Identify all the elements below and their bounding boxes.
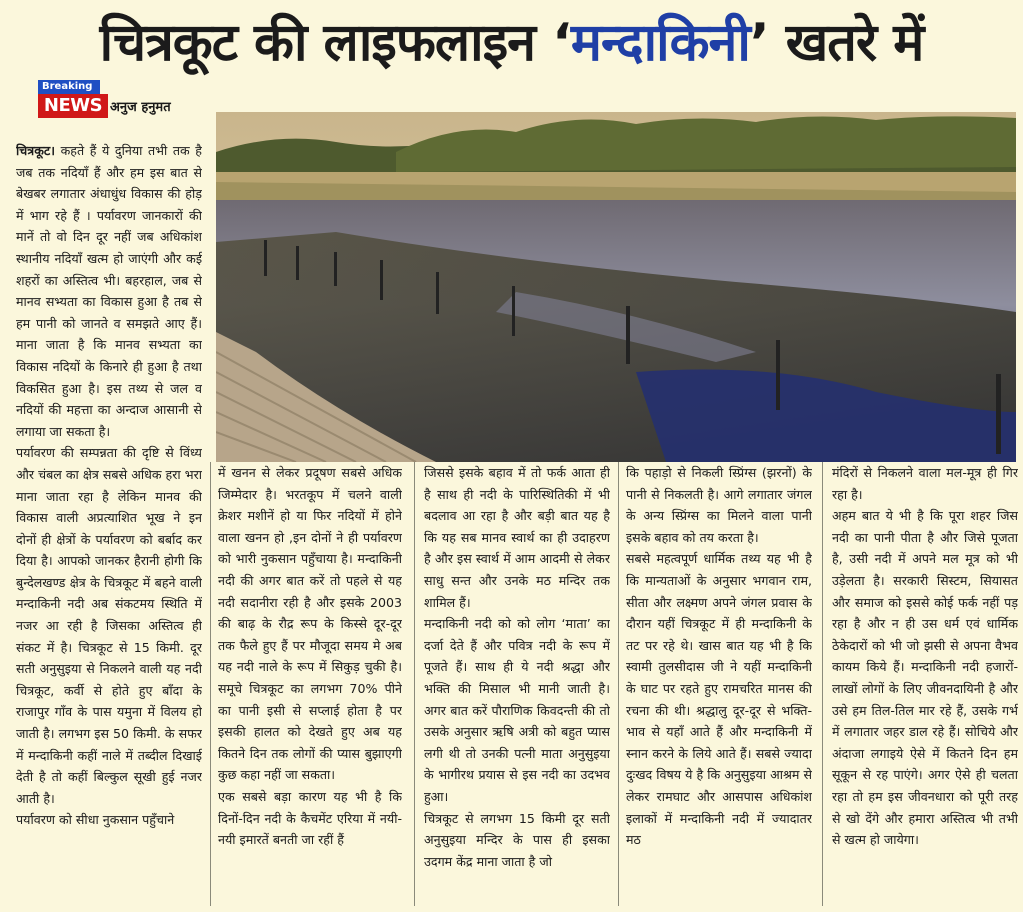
- article-column-1: [16, 140, 202, 904]
- col1-paragraph-2: पर्यावरण की सम्पन्नता की दृष्टि से विंध्य और चंबल का क्षेत्र सबसे अधिक हरा भरा माना जाता रहा है लेकिन मानव की विकास वाली अप्रत्याशित भूख ने इन दोनों ही क्षेत्रों के पर्यावरण को बर्बाद कर दिया है। आपको जानकर हैरानी होगी कि बुन्देलखण्ड क्षेत्र के चित्रकूट में बहने वाली मन्दाकिनी नदी अब संकटमय स्थिति में नजर आ रही है जिसका अस्तित्व ही संकट में है। चित्रकूट से 15 किमी. दूर सती अनुसुइया से निकलने वाली यह नदी चित्रकूट, कर्वी से होते हुए बाँदा के राजापुर गाँव के पास यमुना में विलय हो जाती है। लगभग इस 50 किमी. के सफर में मन्दाकिनी कहीं नाले में तब्दील दिखाई देती है तो कहीं बिल्कुल सूखी हुई नजर आती है।: [16, 445, 202, 806]
- col1-paragraph-3: पर्यावरण को सीधा नुकसान पहुँचाने: [16, 812, 175, 828]
- column-rule: [414, 462, 415, 906]
- col4-paragraph-1: कि पहाड़ो से निकली स्प्रिंग्स (झरनों) के पानी से निकलती है। आगे लगातार जंगल के अन्य स्प्रिंग्स का मिलने वाला पानी इसके बहाव को तय करता है।: [626, 465, 812, 545]
- river-photo-image: [216, 112, 1016, 462]
- article-column-4: [626, 462, 812, 904]
- article-column-3: [424, 462, 610, 904]
- col5-paragraph-1: मंदिरों से निकलने वाला मल-मूत्र ही गिर रहा है।: [832, 465, 1018, 502]
- headline-part1: चित्रकूट की लाइफलाइन: [99, 13, 553, 73]
- column-rule: [210, 462, 211, 906]
- col4-paragraph-2: सबसे महत्वपूर्ण धार्मिक तथ्य यह भी है कि मान्यताओं के अनुसार भगवान राम, सीता और लक्ष्मण अपने जंगल प्रवास के दौरान यहीं चित्रकूट में ही मन्दाकिनी के तट पर रहे थे। खास बात यह भी है कि स्वामी तुलसीदास जी ने यहीं मन्दाकिनी के घाट पर रहते हुए रामचरित मानस की रचना की थी। श्रद्धालु दूर-दूर से भक्ति-भाव से यहाँ आते हैं और मन्दाकिनी में स्नान करने के लिये आते हैं। सबसे ज्यादा दुःखद विषय ये है कि अनुसुइया आश्रम से लेकर रामघाट और आसपास अधिकांश इलाकों में मन्दाकिनी नदी में ज्यादातर मठ: [626, 551, 812, 848]
- headline: [0, 4, 1023, 82]
- col3-paragraph-2: मन्दाकिनी नदी को को लोग ‘माता’ का दर्जा देते हैं और पवित्र नदी के रूप में पूजते हैं। साथ ही ये नदी श्रद्धा और भक्ति की मिसाल भी मानी जाती है। अगर बात करें पौराणिक किवदन्ती की तो उसके अनुसार ऋषि अत्री को बहुत प्यास लगी थी तो उनकी पत्नी माता अनुसुइया के भागीरथ प्रयास से इस नदी का उदभव हुआ।: [424, 616, 610, 804]
- article-column-2: [218, 462, 402, 904]
- col3-paragraph-1: जिससे इसके बहाव में तो फर्क आता ही है साथ ही नदी के पारिस्थितिकी में भी बदलाव आ रहा है और बड़ी बात यह है कि यह सब मानव स्वार्थ का ही उदाहरण है और इस स्वार्थ में आम आदमी से लेकर साधु सन्त और उनके मठ मन्दिर तक शामिल हैं।: [424, 465, 610, 610]
- column-rule: [822, 462, 823, 906]
- col2-paragraph-1: में खनन से लेकर प्रदूषण सबसे अधिक जिम्मेदार है। भरतकूप में चलने वाली क्रेशर मशीनें हो या फिर नदियों में होने वाला खनन हो ,इन दोनों ने ही पर्यावरण को भारी नुकसान पहुँचाया है। मन्दाकिनी नदी की अगर बात करें तो पहले से यह नदी सदानीरा रही है और इसके 2003 की बाढ़ के रौद्र रूप के किस्से दूर-दूर तक फैले हुए हैं पर मौजूदा समय मे अब यह नदी नाले के रूप में सिकुड़ चुकी है। समूचे चित्रकूट का लगभग 70% पीने का पानी इसी से सप्लाई होता है पर इसकी हालत को देखते हुए अब यह कितने दिन तक लोगों की प्यास बुझाएगी कुछ कहा नहीं जा सकता।: [218, 465, 402, 783]
- dateline: चित्रकूट।: [16, 143, 56, 158]
- col3-paragraph-3: चित्रकूट से लगभग 15 किमी दूर सती अनुसुइया मन्दिर के पास ही इसका उदगम केंद्र माना जाता है जो: [424, 810, 610, 869]
- breaking-news-badge: [38, 80, 108, 120]
- headline-part2: खतरे में: [768, 13, 924, 73]
- badge-breaking-label: Breaking: [38, 80, 100, 94]
- column-rule: [618, 462, 619, 906]
- headline-highlight: मन्दाकिनी: [570, 13, 750, 73]
- byline: अनुज हनुमत: [110, 100, 171, 115]
- col5-paragraph-2: अहम बात ये भी है कि पूरा शहर जिस नदी का पानी पीता है और जिसे पूजता है, उसी नदी में अपने मल मूत्र को भी उड़ेलता है। सरकारी सिस्टम, सियासत और समाज को इससे कोई फर्क नहीं पड़ रहा है और न ही उस धर्म एवं धार्मिक ठेकेदारों को भी जो झसी से अपना वैभव कायम किये हैं। मन्दाकिनी नदी हजारों-लाखों लोगों के लिए जीवनदायिनी है और उसे हम तिल-तिल मार रहे हैं, उसके गर्भ में लगातार जहर डाल रहे हैं। सोचिये और अंदाजा लगाइये ऐसे में कितने दिन हम सूकून से रह पाएंगे। अगर ऐसे ही चलता रहा तो हम इस जीवनधारा को पूरी तरह से खो देंगे और हमारा अस्तित्व भी तभी से खत्म हो जायेगा।: [832, 508, 1018, 848]
- headline-quote-open: ‘: [552, 13, 571, 73]
- river-photo: [216, 112, 1016, 462]
- col2-paragraph-2: एक सबसे बड़ा कारण यह भी है कि दिनों-दिन नदी के कैचमेंट एरिया में नयी-नयी इमारतें बनती जा रहीं हैं: [218, 788, 402, 848]
- col1-paragraph-1: कहते हैं ये दुनिया तभी तक है जब तक नदियाँ हैं और हम इस बात से बेखबर लगातार अंधाधुंध विकास की होड़ में भाग रहे हैं । पर्यावरण जानकारों की मानें तो वो दिन दूर नहीं जब अधिकांश स्थानीय नदियाँ खत्म हो जाएंगी और कई शहरों का अस्तित्व भी। बहरहाल, जब से मानव सभ्यता का विकास हुआ है तब से हम पानी को जानते व समझते आए हैं। माना जाता है कि मानव सभ्यता का विकास नदियों के किनारे ही हुआ है तथा विकसित हुआ है। इस तथ्य से जल व नदियों की महत्ता का अन्दाज आसानी से लगाया जा सकता है।: [16, 143, 202, 439]
- article-column-5: [832, 462, 1018, 904]
- headline-quote-close: ’: [749, 13, 769, 73]
- badge-news-label: NEWS: [38, 94, 108, 118]
